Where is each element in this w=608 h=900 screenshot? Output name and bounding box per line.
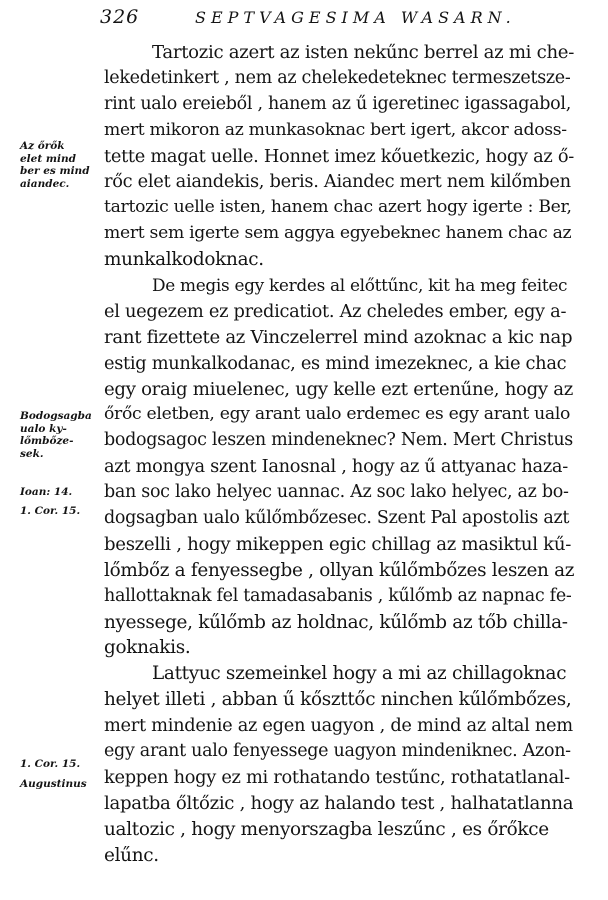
text-line: Lattyuc szemeinkel hogy a mi az chillagoknac: [152, 663, 567, 685]
text-line: tette magat uelle. Honnet imez kőuetkezic, hogy az ő-: [104, 145, 574, 167]
margin-note-line: Az őrők: [20, 140, 65, 152]
text-line: lekedetinkert , nem az chelekedeteknec termeszetsze-: [104, 67, 571, 88]
margin-note-line: ualo ky-: [20, 422, 67, 435]
text-line: mert mikoron az munkasoknac bert igert, akcor adoss-: [104, 119, 567, 140]
text-line: rőc elet aiandekis, beris. Aiandec mert nem kilőmben: [104, 171, 571, 193]
margin-note-line: sek.: [20, 447, 44, 460]
margin-note: [20, 505, 116, 518]
text-line: rant fizettete az Vinczelerrel mind azoknac a kic nap: [104, 326, 573, 348]
text-line: el uegezem ez predicatiot. Az cheledes ember, egy a-: [104, 300, 567, 322]
margin-note: [20, 758, 116, 771]
margin-note-line: lőmbőze-: [20, 435, 74, 447]
text-line: lőmbőz a fenyessegbe , ollyan kűlőmbőzes leszen az: [104, 559, 575, 581]
text-line: bodogsagoc leszen mindeneknec? Nem. Mert Christus: [104, 430, 573, 451]
margin-note: [20, 778, 116, 791]
margin-note-line: 1. Cor. 15.: [20, 505, 81, 517]
text-line: mert sem igerte sem aggya egyebeknec hanem chac az: [104, 223, 572, 244]
text-line: hallottaknak fel tamadasabanis , kűlőmb az napnac fe-: [104, 585, 572, 606]
running-head: [100, 6, 600, 32]
margin-note-line: 1. Cor. 15.: [20, 758, 81, 770]
text-line: goknakis.: [104, 637, 191, 659]
text-line: nyessege, kűlőmb az holdnac, kűlőmb az tőb chilla-: [104, 611, 568, 633]
text-line: őrőc eletben, egy arant ualo erdemec es egy arant ualo: [104, 404, 571, 425]
text-line: dogsagban ualo kűlőmbőzesec. Szent Pal apostolis azt: [104, 508, 570, 529]
text-line: helyet illeti , abban ű kőszttőc ninchen kűlőmbőzes,: [104, 689, 572, 711]
margin-note: [20, 140, 116, 190]
text-line: keppen hogy ez mi rothatando testűnc, rothatatlanal-: [104, 766, 570, 788]
text-line: tartozic uelle isten, hanem chac azert hogy igerte : Ber,: [104, 197, 572, 218]
running-title: SEPTVAGESIMA WASARN.: [195, 8, 516, 27]
margin-note-line: Augustinus: [20, 778, 87, 790]
text-line: ban soc lako helyec uannac. Az soc lako helyec, az bo-: [104, 482, 569, 503]
text-line: Tartozic azert az isten nekűnc berrel az mi che-: [152, 42, 575, 63]
page-number: 326: [100, 6, 140, 28]
text-line: beszelli , hogy mikeppen egic chillag az masiktul kű-: [104, 533, 572, 555]
text-line: lapatba őltőzic , hogy az halando test , halhatatlanna: [104, 792, 574, 814]
text-line: De megis egy kerdes al előttűnc, kit ha meg feitec: [152, 275, 568, 296]
body-text: [104, 40, 574, 869]
margin-note-line: Bodogsagba: [20, 410, 92, 422]
text-line: egy oraig miuelenec, ugy kelle ezt ertenűne, hogy az: [104, 378, 574, 400]
text-line: elűnc.: [104, 844, 159, 866]
text-line: rint ualo ereieből , hanem az ű igeretinec igassagabol,: [104, 93, 571, 114]
margin-note-line: Ioan: 14.: [20, 486, 73, 498]
margin-note-line: elet mind: [20, 152, 76, 165]
margin-note: [20, 486, 116, 499]
text-line: azt mongya szent Ianosnal , hogy az ű attyanac haza-: [104, 456, 568, 478]
margin-note-line: ber es mind: [20, 165, 90, 177]
text-line: estig munkalkodanac, es mind imezeknec, a kie chac: [104, 352, 567, 374]
text-line: munkalkodoknac.: [104, 249, 264, 271]
text-line: mert mindenie az egen uagyon , de mind az altal nem: [104, 715, 573, 737]
text-line: ualtozic , hogy menyorszagba leszűnc , es őrőkce: [104, 818, 549, 840]
margin-note-line: aiandec.: [20, 177, 70, 190]
margin-note: [20, 410, 116, 460]
text-line: egy arant ualo fenyessege uagyon mindeniknec. Azon-: [104, 741, 571, 762]
